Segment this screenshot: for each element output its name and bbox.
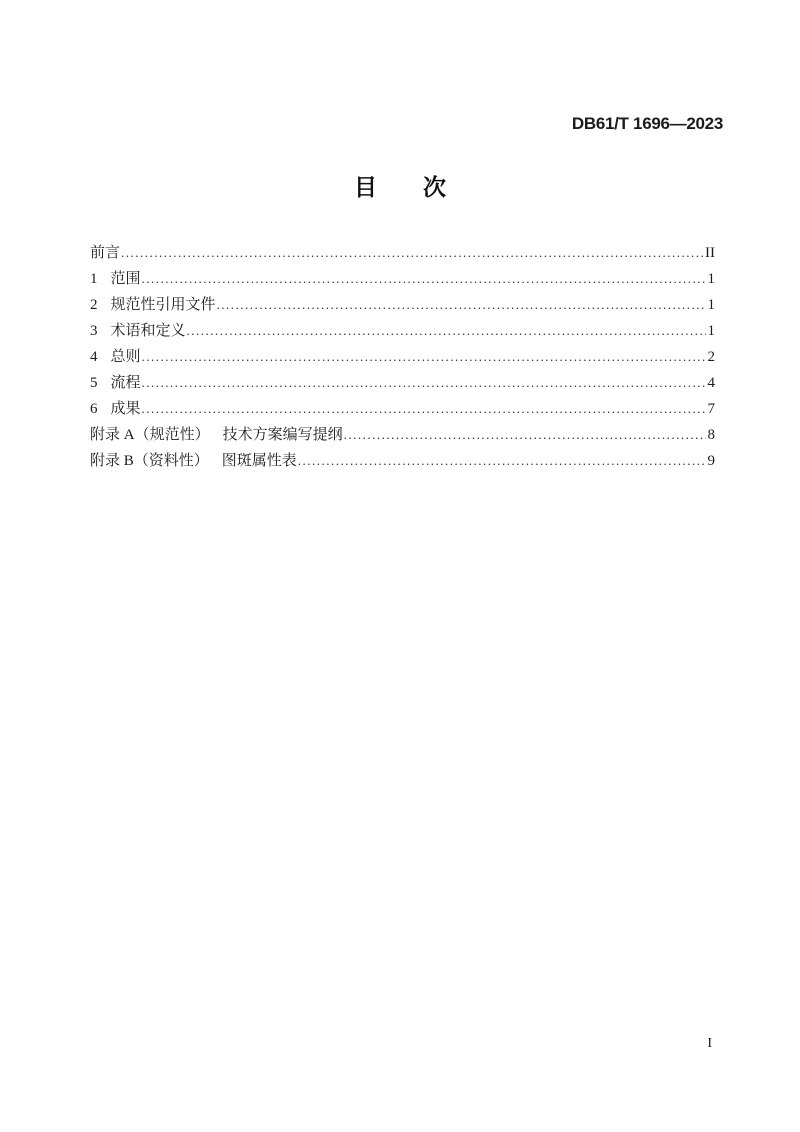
toc-dot-leader <box>121 240 703 266</box>
standard-code: DB61/T 1696—2023 <box>571 114 723 133</box>
toc-dot-leader <box>142 396 706 422</box>
toc-entry-page: 8 <box>707 427 715 443</box>
toc-entry-scope[interactable] <box>90 266 715 292</box>
toc-dot-leader <box>142 370 706 396</box>
toc-entry-number: 附录 A（规范性） <box>90 427 210 443</box>
toc-entry-page: 1 <box>707 323 715 339</box>
toc-entry-title: 成果 <box>110 401 141 417</box>
toc-entry-number: 附录 B（资料性） <box>90 453 209 469</box>
document-header <box>0 94 723 154</box>
toc-dot-leader <box>187 318 706 344</box>
toc-entry-number: 2 <box>90 297 98 313</box>
toc-entry-page: 1 <box>707 271 715 287</box>
toc-entry-title: 前言 <box>90 245 121 261</box>
toc-dot-leader <box>142 266 706 292</box>
table-of-contents <box>90 240 715 474</box>
toc-entry-appendix-b[interactable] <box>90 448 715 474</box>
toc-entry-title: 术语和定义 <box>110 323 186 339</box>
toc-entry-title: 图斑属性表 <box>221 453 297 469</box>
toc-entry-number: 6 <box>90 401 98 417</box>
toc-entry-results[interactable] <box>90 396 715 422</box>
toc-dot-leader <box>217 292 706 318</box>
toc-entry-title: 技术方案编写提纲 <box>222 427 343 443</box>
toc-entry-number: 5 <box>90 375 98 391</box>
toc-entry-number: 3 <box>90 323 98 339</box>
toc-entry-title: 范围 <box>110 271 141 287</box>
toc-entry-title: 流程 <box>110 375 141 391</box>
toc-entry-page: II <box>705 245 715 261</box>
toc-entry-terms-definitions[interactable] <box>90 318 715 344</box>
document-footer <box>0 1036 712 1052</box>
toc-dot-leader <box>298 448 706 474</box>
toc-entry-title: 规范性引用文件 <box>110 297 216 313</box>
footer-page-number: I <box>707 1036 712 1051</box>
toc-entry-appendix-a[interactable] <box>90 422 715 448</box>
toc-dot-leader <box>142 344 706 370</box>
toc-dot-leader <box>344 422 706 448</box>
toc-entry-title: 总则 <box>110 349 141 365</box>
toc-entry-number: 1 <box>90 271 98 287</box>
toc-entry-page: 4 <box>707 375 715 391</box>
toc-entry-normative-references[interactable] <box>90 292 715 318</box>
toc-entry-page: 1 <box>707 297 715 313</box>
toc-entry-foreword[interactable] <box>90 240 715 266</box>
toc-entry-general-rules[interactable] <box>90 344 715 370</box>
toc-entry-page: 9 <box>707 453 715 469</box>
toc-entry-page: 7 <box>707 401 715 417</box>
toc-entry-page: 2 <box>707 349 715 365</box>
toc-entry-number: 4 <box>90 349 98 365</box>
page-title: 目 次 <box>354 174 446 200</box>
toc-entry-process[interactable] <box>90 370 715 396</box>
